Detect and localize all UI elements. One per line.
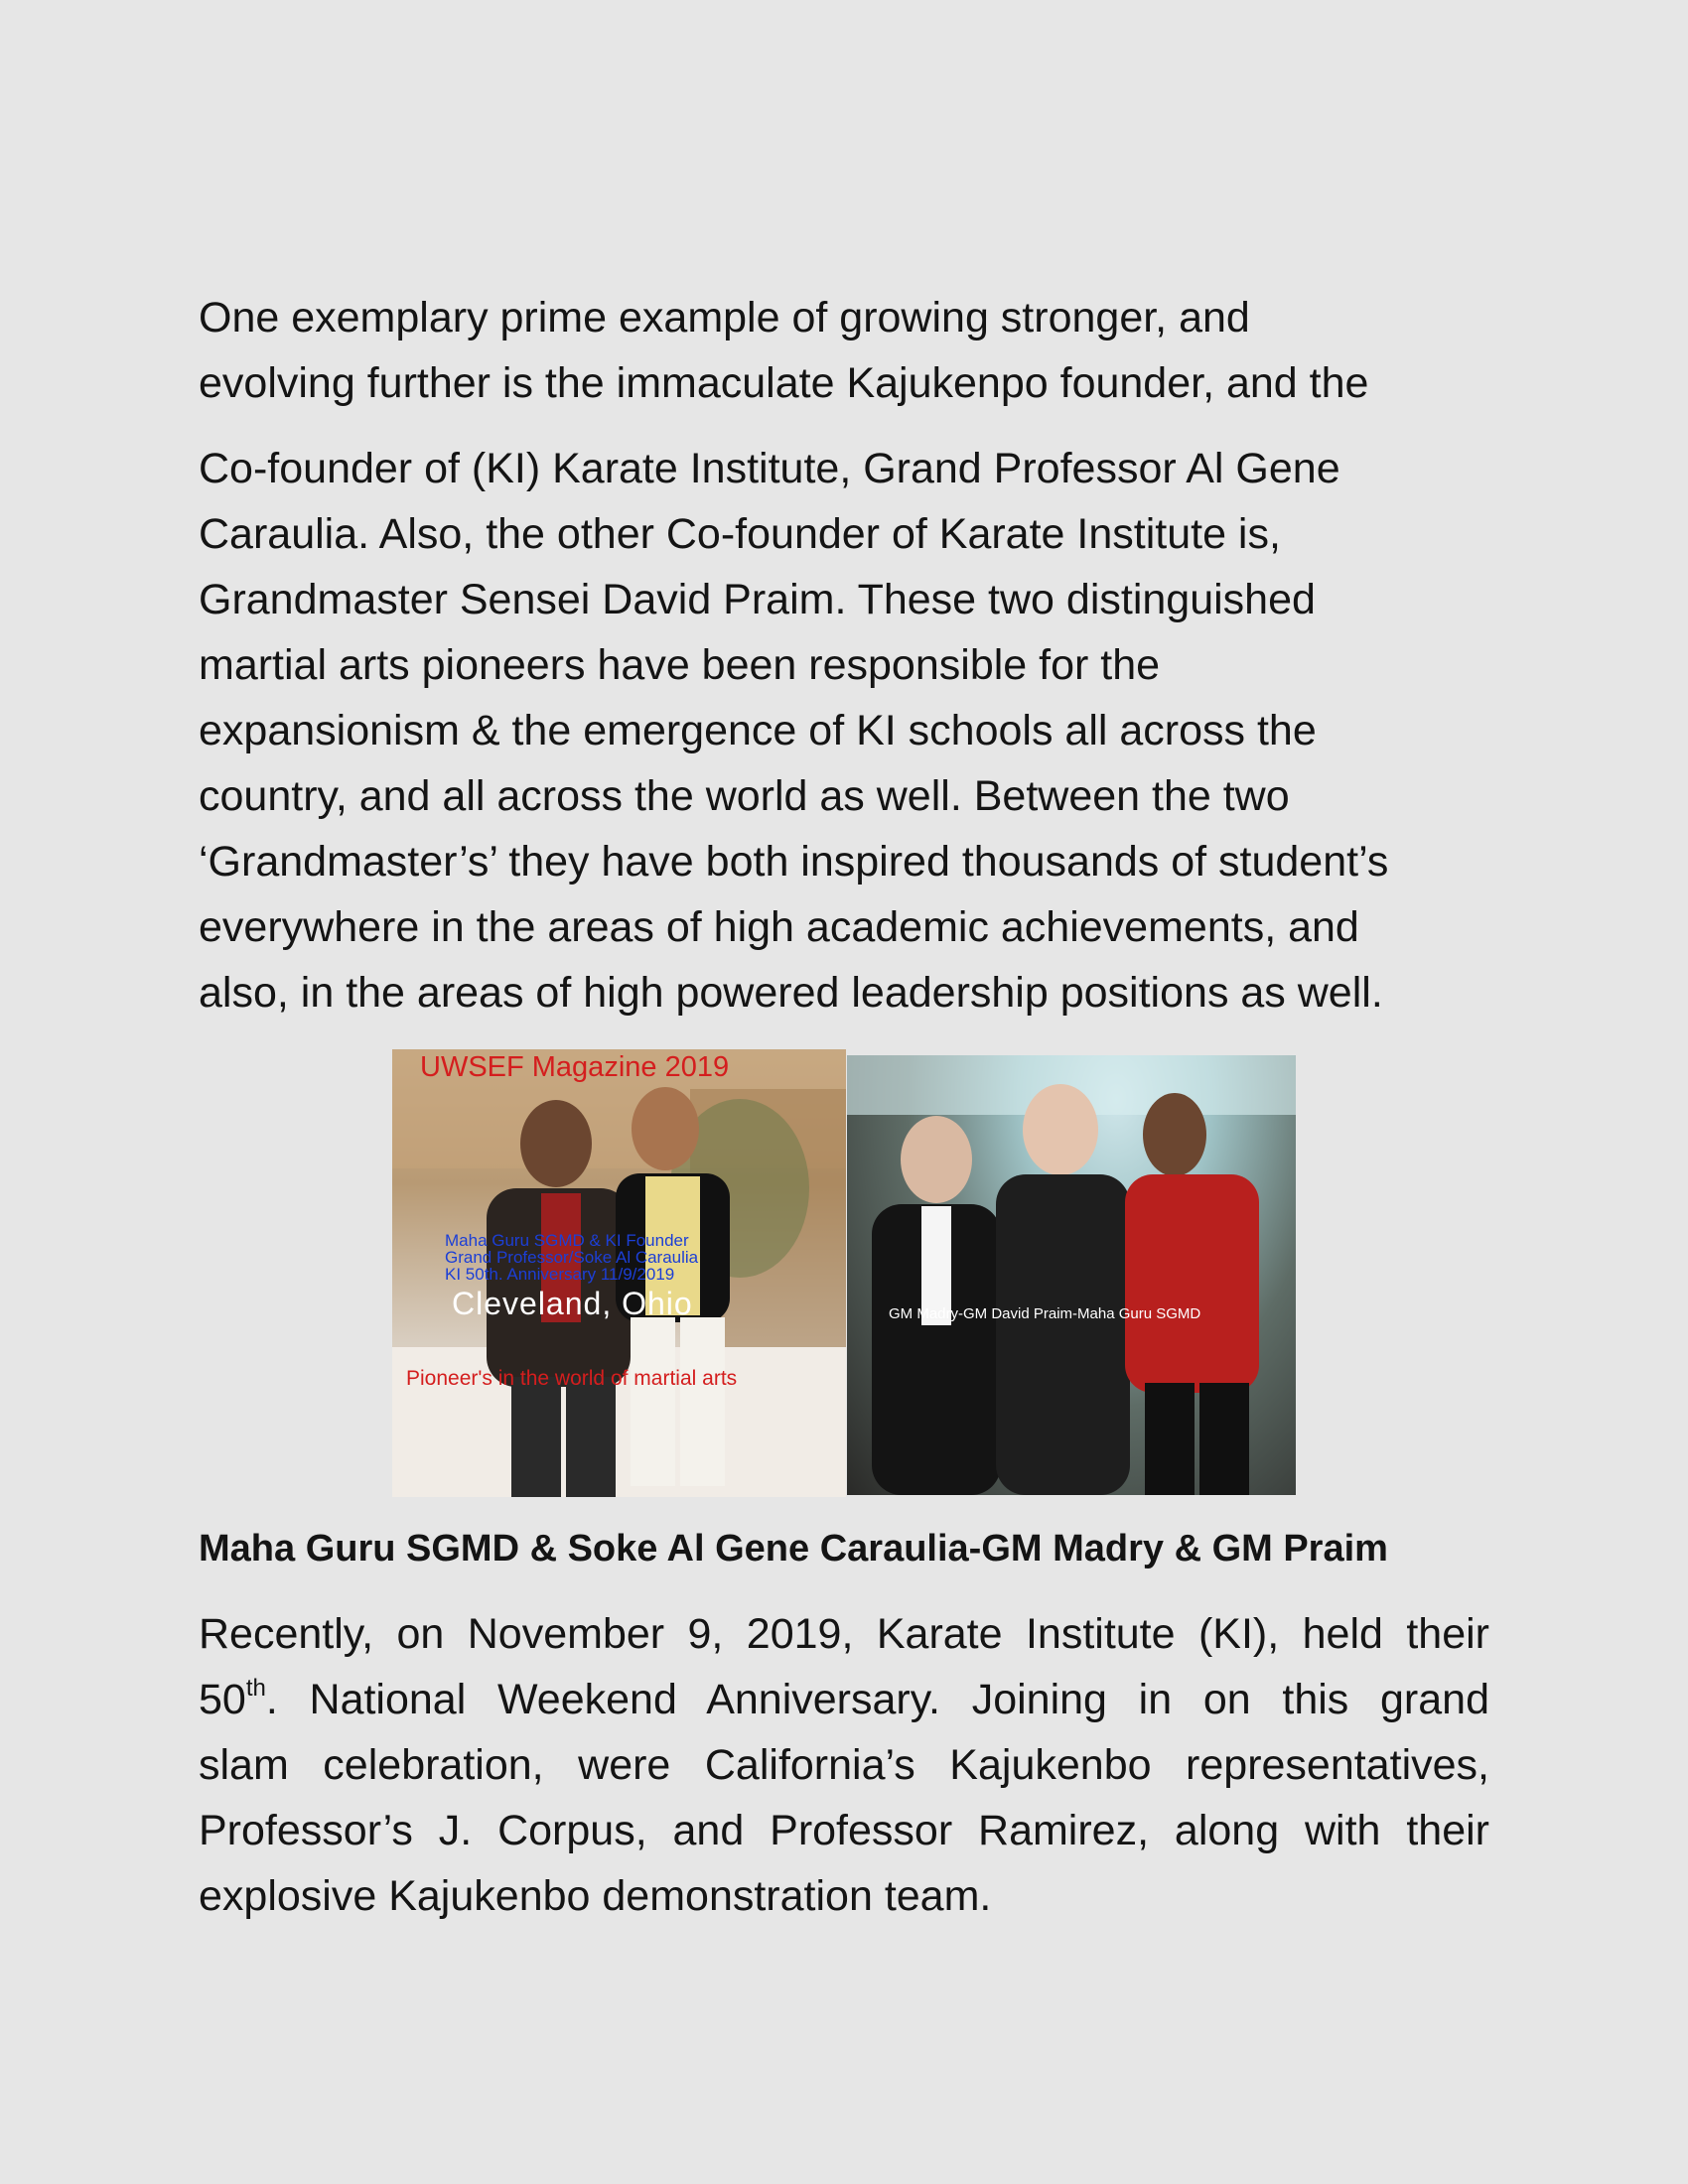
paragraph-intro: [199, 285, 1489, 416]
paragraph-line: also, in the areas of high powered leadership positions as well.: [199, 969, 1383, 1017]
ordinal-suffix: th: [245, 1675, 266, 1702]
photo-right-illustration: [847, 1055, 1296, 1495]
paragraph-line: ‘Grandmaster’s’ they have both inspired thousands of student’s: [199, 838, 1389, 886]
paragraph-line: expansionism & the emergence of KI schools all across the: [199, 707, 1317, 754]
paragraph-line: One exemplary prime example of growing stronger, and: [199, 294, 1250, 341]
photo-tagline: Pioneer's in the world of martial arts: [406, 1367, 738, 1390]
paragraph-line: Recently, on November 9, 2019, Karate Institute (KI), held their: [199, 1610, 1489, 1658]
photo-uwsef-magazine: [392, 1049, 846, 1497]
photo-names-caption: GM Madry-GM David Praim-Maha Guru SGMD: [889, 1305, 1201, 1322]
photo-caption: Maha Guru SGMD & Soke Al Gene Caraulia-GM Madry & GM Praim: [199, 1528, 1388, 1570]
ordinal-number: 50: [199, 1676, 246, 1723]
photo-blue-caption-line: Grand Professor/Soke Al Caraulia: [445, 1248, 699, 1267]
photo-blue-caption-line: KI 50th. Anniversary 11/9/2019: [445, 1265, 675, 1284]
paragraph-line: [199, 1667, 1489, 1732]
paragraph-line: everywhere in the areas of high academic achievements, and: [199, 903, 1359, 951]
paragraph-founders: [199, 436, 1489, 1025]
photo-grandmasters-group: [847, 1055, 1296, 1495]
paragraph-line: explosive Kajukenbo demonstration team.: [199, 1872, 992, 1920]
line-text: . National Weekend Anniversary. Joining in on this grand: [265, 1676, 1489, 1723]
photo-blue-caption-line: Maha Guru SGMD & KI Founder: [445, 1231, 689, 1250]
paragraph-line: Grandmaster Sensei David Praim. These two distinguished: [199, 576, 1316, 623]
photo-location: Cleveland, Ohio: [452, 1286, 693, 1321]
paragraph-line: Co-founder of (KI) Karate Institute, Grand Professor Al Gene: [199, 445, 1340, 492]
paragraph-line: country, and all across the world as well. Between the two: [199, 772, 1290, 820]
paragraph-line: martial arts pioneers have been responsible for the: [199, 641, 1161, 689]
paragraph-line: evolving further is the immaculate Kajukenpo founder, and the: [199, 359, 1369, 407]
paragraph-anniversary: [199, 1601, 1489, 1929]
magazine-title: UWSEF Magazine 2019: [420, 1051, 730, 1083]
paragraph-line: Professor’s J. Corpus, and Professor Ramirez, along with their: [199, 1807, 1489, 1854]
paragraph-line: Caraulia. Also, the other Co-founder of Karate Institute is,: [199, 510, 1281, 558]
paragraph-line: slam celebration, were California’s Kajukenbo representatives,: [199, 1741, 1489, 1789]
